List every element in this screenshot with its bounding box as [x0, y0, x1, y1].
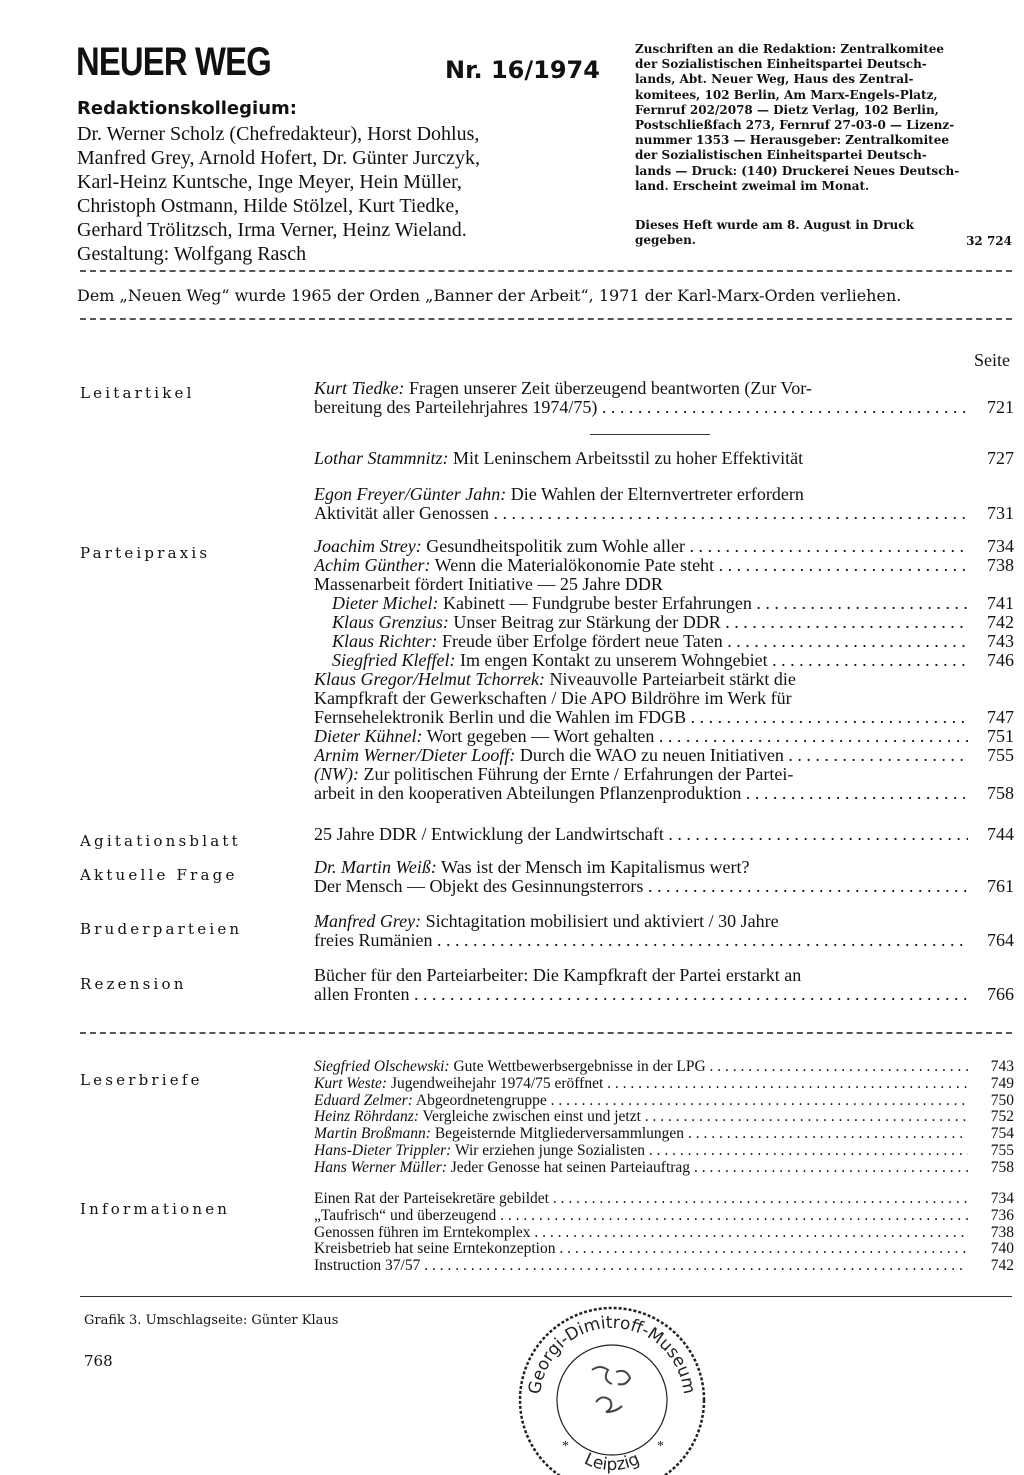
page-ref: 761 [987, 876, 1014, 896]
title: Sichtagitation mobilisiert und aktiviert / 30 Jahre [425, 912, 779, 931]
title: „Taufrisch“ und überzeugend . . . [314, 1208, 968, 1225]
author: Hans-Dieter Trippler: [314, 1142, 452, 1159]
page-ref: 740 [990, 1240, 1014, 1258]
page-ref: 758 [987, 783, 1014, 803]
toc-entry [314, 485, 1014, 523]
section-label-parteipraxis: Parteipraxis [80, 544, 211, 562]
section-label-leserbriefe: Leserbriefe [80, 1071, 203, 1089]
page-ref: 736 [990, 1206, 1014, 1224]
author: (NW): [314, 765, 359, 784]
editorial-board-list [77, 122, 612, 266]
toc-entry [314, 449, 1014, 468]
title: Abgeordnetengruppe [415, 1092, 547, 1109]
title: arbeit in den kooperativen Abteilungen Pflanzenproduktion . . . [314, 784, 968, 803]
author: Egon Freyer/Günter Jahn: [314, 485, 507, 504]
page-ref: 755 [990, 1141, 1014, 1159]
title: Niveauvolle Parteiarbeit stärkt die [549, 670, 796, 689]
author: Dieter Michel: [332, 594, 439, 613]
page-ref: 766 [987, 984, 1014, 1004]
contact-line: lands — Druck: (140) Druckerei Neues Deutsch- [635, 163, 960, 178]
author: Achim Günther: [314, 556, 431, 575]
editorial-board-heading: Redaktionskollegium: [77, 98, 297, 119]
page-ref: 749 [990, 1074, 1014, 1092]
stamp-city: Leipzig [581, 1449, 643, 1475]
title: Gute Wettbewerbsergebnisse in der LPG [453, 1059, 706, 1075]
section-label-agitationsblatt: Agitationsblatt [80, 832, 241, 850]
page-ref: 747 [987, 707, 1014, 727]
contact-line: nummer 1353 — Herausgeber: Zentralkomitee [635, 133, 949, 148]
title: Fernsehelektronik Berlin und die Wahlen im FDGB . . . [314, 708, 968, 727]
title: 25 Jahre DDR / Entwicklung der Landwirtschaft . . . [314, 825, 968, 844]
toc-entry [314, 912, 1014, 950]
author: Klaus Grenzius: [332, 613, 449, 632]
page-ref: 742 [987, 612, 1014, 632]
page-number: 768 [84, 1352, 113, 1370]
section-label-aktuelle-frage: Aktuelle Frage [80, 866, 238, 884]
title: Jeder Genosse hat seinen Parteiauftrag [450, 1159, 691, 1176]
print-code: 32 724 [966, 234, 1012, 248]
graphic-credit: Grafik 3. Umschlagseite: Günter Klaus [84, 1313, 339, 1328]
stamp-ring-text: Georgi-Dimitroff-Museum [525, 1312, 700, 1396]
title: Jugendweihejahr 1974/75 eröffnet [390, 1075, 604, 1092]
designer-line: Gestaltung: Wolfgang Rasch [77, 243, 307, 265]
toc-entry [314, 825, 1014, 844]
author: Heinz Röhrdanz: [314, 1109, 419, 1126]
divider [80, 1032, 1012, 1034]
title: Aktivität aller Genossen . . . [314, 504, 968, 523]
author: Klaus Gregor/Helmut Tchorrek: [314, 670, 545, 689]
author: Kurt Tiedke: [314, 379, 405, 398]
page-ref: 721 [987, 397, 1014, 417]
page-ref: 741 [987, 593, 1014, 613]
editor-line: Karl-Heinz Kuntsche, Inge Meyer, Hein Müller, [77, 171, 462, 193]
issue-number: Nr. 16/1974 [445, 56, 600, 84]
title: Wort gegeben — Wort gehalten [426, 727, 655, 746]
title: Unser Beitrag zur Stärkung der DDR [453, 613, 721, 632]
title: Was ist der Mensch im Kapitalismus wert? [441, 858, 750, 877]
toc-entry [314, 858, 1014, 896]
page-ref: 746 [987, 650, 1014, 670]
stamp-star: * [562, 1439, 569, 1454]
title: Zur politischen Führung der Ernte / Erfahrungen der Partei- [363, 765, 794, 784]
subheading: Massenarbeit fördert Initiative — 25 Jahre DDR [314, 575, 663, 594]
section-label-rezension: Rezension [80, 975, 187, 993]
title: freies Rumänien . . . [314, 931, 968, 950]
contact-info [635, 42, 1013, 194]
page-ref: 751 [987, 726, 1014, 746]
title: Vergleiche zwischen einst und jetzt [422, 1109, 641, 1126]
section-label-informationen: Informationen [80, 1200, 231, 1218]
section-label-bruderparteien: Bruderparteien [80, 920, 243, 938]
page-ref: 743 [987, 631, 1014, 651]
contact-line: Zuschriften an die Redaktion: Zentralkomitee [635, 42, 945, 56]
contact-line: der Sozialistischen Einheitspartei Deutsch- [635, 148, 927, 163]
page-ref: 764 [987, 930, 1014, 950]
title: Fragen unserer Zeit überzeugend beantworten (Zur Vor- [409, 379, 812, 398]
title: Kampfkraft der Gewerkschaften / Die APO Bildröhre im Werk für [314, 689, 792, 708]
page-ref: 758 [990, 1158, 1014, 1176]
contact-line: land. Erscheint zweimal im Monat. [635, 178, 870, 193]
print-note [635, 218, 1013, 248]
title: Im engen Kontakt zu unserem Wohngebiet [459, 651, 768, 670]
title: Bücher für den Parteiarbeiter: Die Kampfkraft der Partei erstarkt an [314, 966, 802, 985]
title: Wenn die Materialökonomie Pate steht [434, 556, 715, 575]
author: Siegfried Kleffel: [332, 651, 456, 670]
title: Instruction 37/57 . . . [314, 1258, 968, 1275]
page-ref: 727 [987, 448, 1014, 468]
section-rule [590, 434, 710, 435]
divider [80, 270, 1012, 272]
author: Martin Broßmann: [314, 1126, 431, 1143]
toc-entry-list [314, 537, 1014, 803]
author: Eduard Zelmer: [314, 1092, 413, 1109]
toc-entry-list [314, 1059, 1014, 1177]
author: Dieter Kühnel: [314, 727, 423, 746]
toc-entry [314, 966, 1014, 1004]
author: Arnim Werner/Dieter Looff: [314, 746, 516, 765]
page-ref: 742 [990, 1257, 1014, 1275]
section-label-leitartikel: Leitartikel [80, 384, 195, 402]
contact-line: der Sozialistischen Einheitspartei Deutsch- [635, 57, 927, 72]
title: Der Mensch — Objekt des Gesinnungsterrors . . . [314, 877, 968, 896]
title: Die Wahlen der Elternvertreter erfordern [510, 485, 804, 504]
contact-line: Fernruf 202/2078 — Dietz Verlag, 102 Berlin, [635, 102, 939, 117]
title: Wir erziehen junge Sozialisten [454, 1142, 645, 1159]
page-ref: 755 [987, 745, 1014, 765]
contact-line: Postschließfach 273, Fernruf 27-03-0 — Lizenz- [635, 118, 955, 133]
author: Lothar Stammnitz: [314, 449, 449, 468]
stamp-handwritten-mark [592, 1367, 630, 1384]
contact-line: lands, Abt. Neuer Weg, Haus des Zentral- [635, 72, 914, 87]
title: Gesundheitspolitik zum Wohle aller [426, 537, 685, 556]
page-ref: 750 [990, 1091, 1014, 1109]
author: Dr. Martin Weiß: [314, 858, 437, 877]
editor-line: Manfred Grey, Arnold Hofert, Dr. Günter Jurczyk, [77, 147, 481, 169]
page-ref: 754 [990, 1125, 1014, 1143]
museum-stamp [512, 1300, 712, 1475]
title: Einen Rat der Parteisekretäre gebildet . . . [314, 1191, 968, 1208]
editor-line: Dr. Werner Scholz (Chefredakteur), Horst Dohlus, [77, 123, 480, 145]
toc-entry [314, 379, 1014, 417]
author: Siegfried Olschewski: [314, 1059, 450, 1075]
page-ref: 734 [987, 536, 1014, 556]
editor-line: Gerhard Trölitzsch, Irma Verner, Heinz Wieland. [77, 219, 467, 241]
stamp-handwritten-mark [596, 1397, 622, 1412]
title: Kreisbetrieb hat seine Erntekonzeption . . . [314, 1241, 968, 1258]
title: Begeisternde Mitgliederversammlungen [434, 1126, 685, 1143]
print-note-line: gegeben. [635, 233, 696, 247]
magazine-title: NEUER WEG [76, 40, 271, 84]
title: Durch die WAO zu neuen Initiativen [519, 746, 784, 765]
author: Joachim Strey: [314, 537, 422, 556]
stamp-star: * [657, 1439, 664, 1454]
title: allen Fronten . . . [314, 985, 968, 1004]
page-ref: 752 [990, 1108, 1014, 1126]
toc-entry-list [314, 1191, 1014, 1275]
title: Kabinett — Fundgrube bester Erfahrungen [442, 594, 752, 613]
page-ref: 738 [990, 1223, 1014, 1241]
title: bereitung des Parteilehrjahres 1974/75) . . . [314, 398, 968, 417]
page-column-heading: Seite [974, 350, 1010, 370]
author: Kurt Weste: [314, 1075, 388, 1092]
divider [80, 318, 1012, 320]
contact-line: komitees, 102 Berlin, Am Marx-Engels-Platz, [635, 87, 938, 102]
editor-line: Christoph Ostmann, Hilde Stölzel, Kurt Tiedke, [77, 195, 460, 217]
page-ref: 731 [987, 503, 1014, 523]
author: Hans Werner Müller: [314, 1159, 447, 1176]
page-ref: 734 [990, 1190, 1014, 1207]
page-ref: 738 [987, 555, 1014, 575]
honors-line: Dem „Neuen Weg“ wurde 1965 der Orden „Banner der Arbeit“, 1971 der Karl-Marx-Orden verliehen. [77, 286, 902, 305]
page-ref: 744 [987, 824, 1014, 844]
author: Klaus Richter: [332, 632, 438, 651]
title: Mit Leninschem Arbeitsstil zu hoher Effektivität [453, 449, 804, 468]
author: Manfred Grey: [314, 912, 422, 931]
title: Freude über Erfolge fördert neue Taten [442, 632, 723, 651]
divider [80, 1296, 1012, 1297]
page-ref: 743 [990, 1058, 1014, 1075]
print-note-line: Dieses Heft wurde am 8. August in Druck [635, 218, 914, 232]
title: Genossen führen im Erntekomplex . . . [314, 1225, 968, 1242]
